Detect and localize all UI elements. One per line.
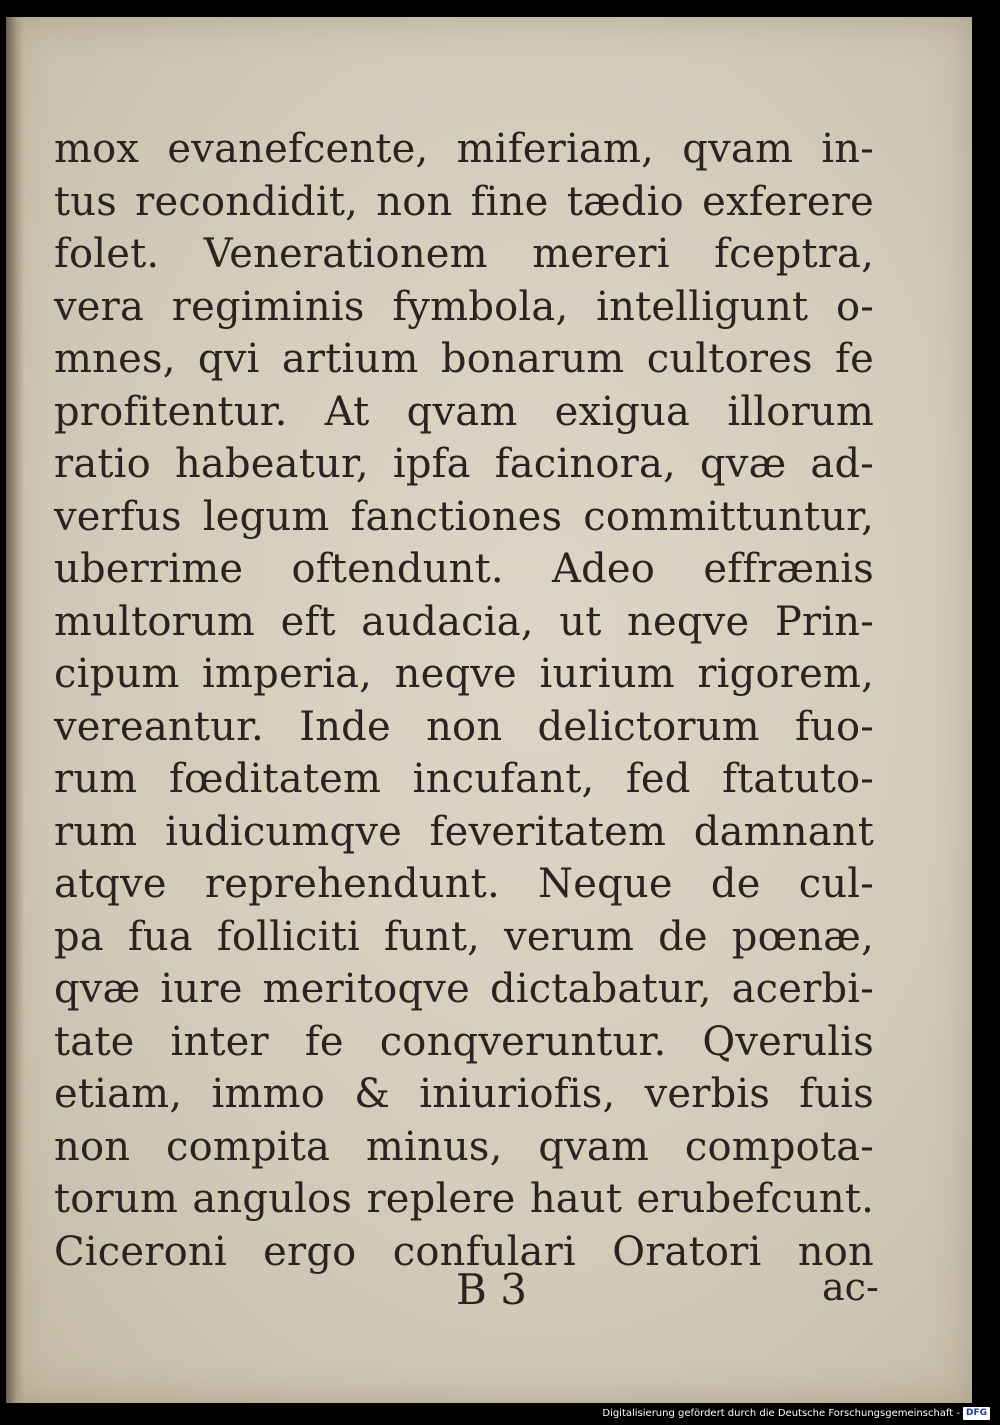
digitization-credit [602, 1405, 990, 1421]
text-line: etiam, immo & iniuriofis, verbis fuis [54, 1071, 874, 1117]
book-page [6, 17, 972, 1403]
text-line: tate inter fe conqveruntur. Qverulis [54, 1018, 874, 1065]
signature-mark: B 3 [456, 1265, 527, 1314]
text-line: mox evanefcente, miferiam, qvam in- [54, 126, 874, 172]
text-line: verfus legum fanctiones committuntur, [54, 493, 874, 540]
text-line: mnes, qvi artium bonarum cultores fe [54, 336, 874, 382]
text-line: cipum imperia, neqve iurium rigorem, [54, 651, 874, 697]
text-line: Ciceroni ergo confulari Oratori non [54, 1228, 874, 1275]
catchword: ac- [822, 1265, 879, 1309]
dfg-logo: DFG [963, 1407, 990, 1420]
text-line: uberrime oftendunt. Adeo effrænis [54, 546, 874, 592]
credit-text: Digitalisierung gefördert durch die Deutsche Forschungsgemeinschaft - [602, 1407, 960, 1419]
text-line: vera regiminis fymbola, intelligunt o- [54, 283, 874, 330]
page-gutter [6, 17, 24, 1403]
text-line: ratio habeatur, ipfa facinora, qvæ ad- [54, 441, 874, 487]
text-line: rum fœditatem incufant, fed ftatuto- [54, 756, 874, 802]
text-line: folet. Venerationem mereri fceptra, [54, 231, 874, 277]
text-line: tus recondidit, non fine tædio exferere [54, 178, 874, 225]
text-line: profitentur. At qvam exigua illorum [54, 388, 874, 435]
text-line: pa fua folliciti funt, verum de pœnæ, [54, 913, 874, 960]
text-line: rum iudicumqve feveritatem damnant [54, 808, 874, 855]
text-line: vereantur. Inde non delictorum fuo- [54, 703, 874, 750]
body-text [54, 123, 874, 1278]
text-line: atqve reprehendunt. Neque de cul- [54, 861, 874, 907]
text-line: torum angulos replere haut erubefcunt. [54, 1176, 874, 1222]
text-line: non compita minus, qvam compota- [54, 1123, 874, 1170]
text-line: qvæ iure meritoqve dictabatur, acerbi- [54, 966, 874, 1012]
text-line: multorum eft audacia, ut neqve Prin- [54, 598, 874, 645]
